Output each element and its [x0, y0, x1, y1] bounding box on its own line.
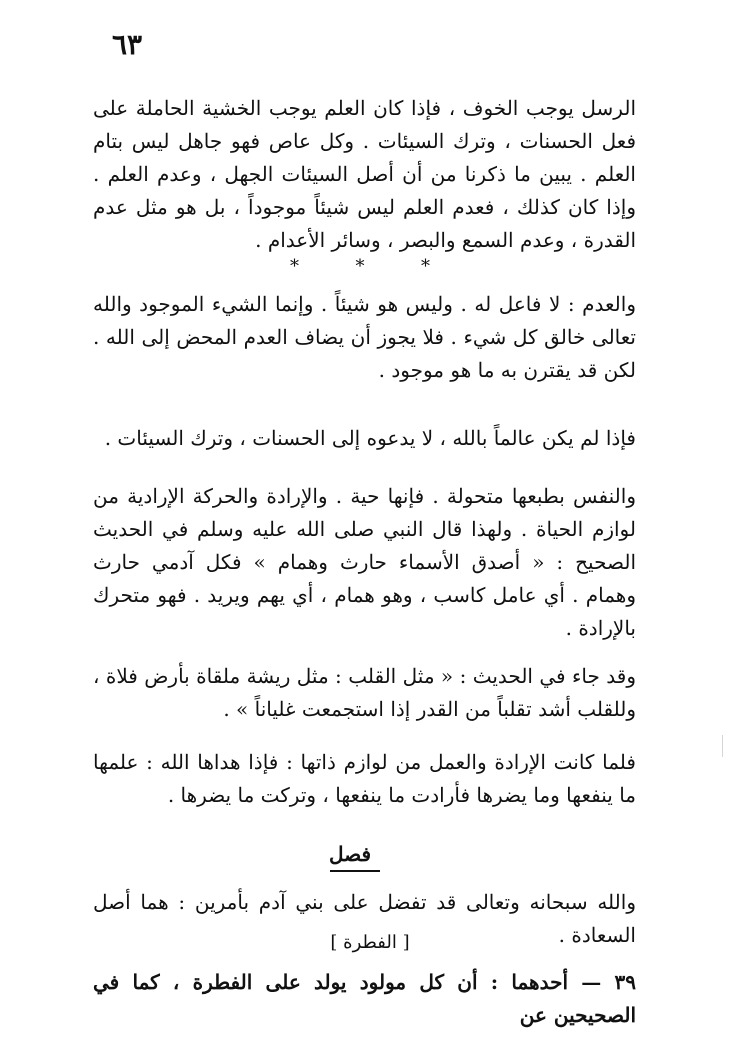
section-title-underline: [330, 870, 380, 872]
ornament-star-2: *: [355, 256, 365, 277]
bracketed-heading: [ الفطرة ]: [330, 932, 410, 953]
section-ornament: [290, 256, 430, 277]
paragraph-7: والله سبحانه وتعالى قد تفضل على بني آدم بأمرين : هما أصل السعادة .: [93, 890, 636, 947]
paragraph-8: ٣٩ — أحدهما : أن كل مولود يولد على الفطرة ، كما في الصحيحين عن: [93, 970, 636, 1027]
page-number: ٦٣: [112, 28, 143, 61]
paragraph-4: والنفس بطبعها متحولة . فإنها حية . والإرادة والحركة الإرادية من لوازم الحياة . ولهذا قال النبي صلى الله عليه وسلم في الحديث الصحيح : « أصدق الأسماء حارث وهمام » فكل آدمي حارث وهمام . أي عامل كاسب ، وهو همام ، أي يهم ويريد . فهو متحرك بالإرادة .: [93, 484, 636, 640]
paragraph-6: فلما كانت الإرادة والعمل من لوازم ذاتها : فإذا هداها الله : علمها ما ينفعها وما يضرها فأرادت ما ينفعها ، وتركت ما يضرها .: [93, 750, 636, 807]
paragraph-3: فإذا لم يكن عالماً بالله ، لا يدعوه إلى الحسنات ، وترك السيئات .: [104, 426, 636, 450]
ornament-star-3: *: [421, 256, 430, 277]
ornament-star-1: *: [290, 256, 299, 277]
paragraph-5: وقد جاء في الحديث : « مثل القلب : مثل ريشة ملقاة بأرض فلاة ، وللقلب أشد تقلباً من القدر إذا استجمعت غلياناً » .: [93, 664, 636, 721]
section-title: فصل: [328, 842, 372, 866]
paragraph-1: الرسل يوجب الخوف ، فإذا كان العلم يوجب الخشية الحاملة على فعل الحسنات ، وترك السيئات . وكل عاص فهو جاهل ليس بتام العلم . يبين ما ذكرنا من أن أصل السيئات الجهل ، وعدم العلم . وإذا كان كذلك ، فعدم العلم ليس شيئاً موجوداً ، بل هو مثل عدم القدرة ، وعدم السمع والبصر ، وسائر الأعدام .: [93, 96, 636, 252]
scan-mark: [722, 735, 723, 757]
paragraph-2: والعدم : لا فاعل له . وليس هو شيئاً . وإنما الشيء الموجود والله تعالى خالق كل شيء . فلا يجوز أن يضاف العدم المحض إلى الله . لكن قد يقترن به ما هو موجود .: [93, 292, 636, 382]
